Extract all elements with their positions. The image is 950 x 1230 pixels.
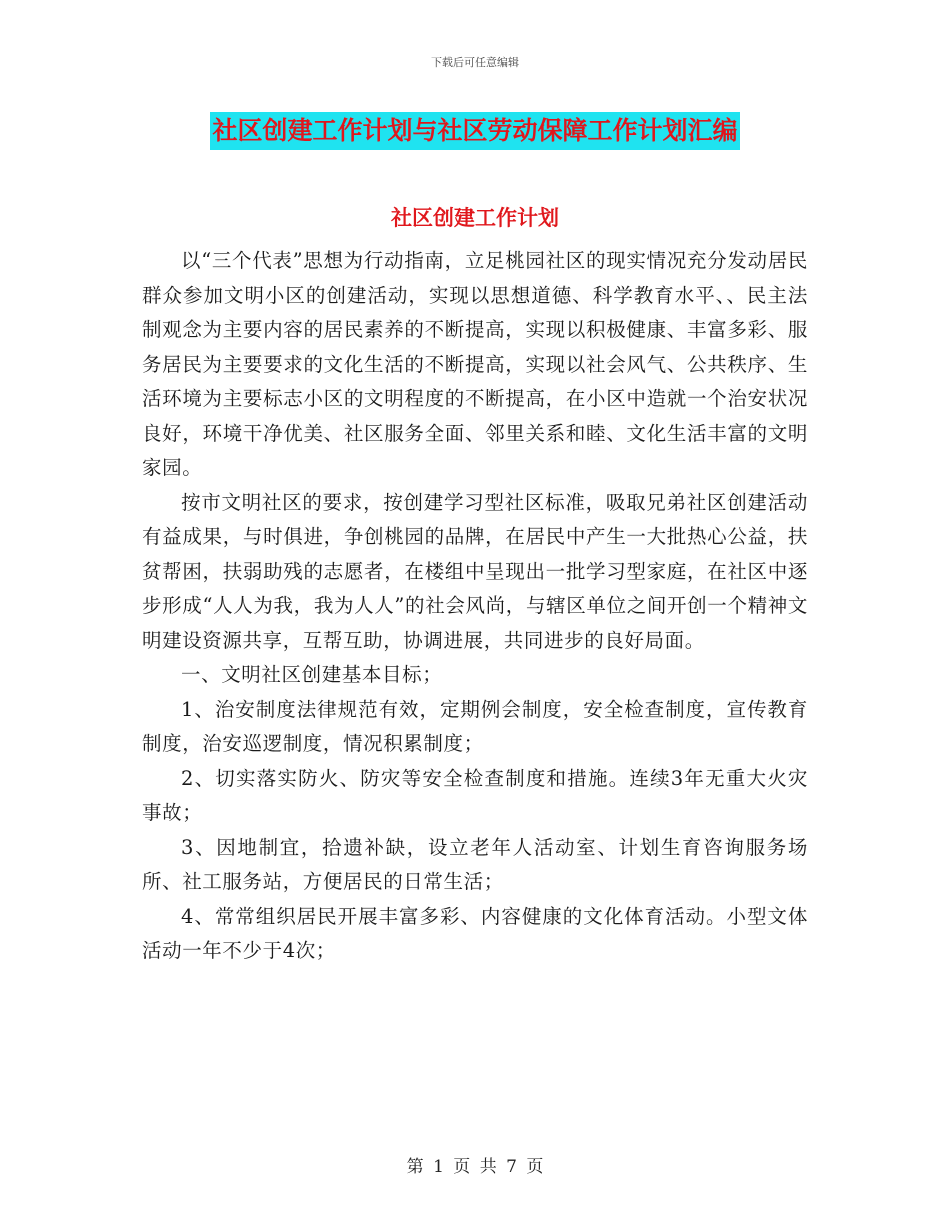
paragraph: 一、文明社区创建基本目标； (181, 663, 443, 686)
header-note: 下载后可任意编辑 (431, 56, 519, 69)
paragraph: 以“三个代表”思想为行动指南，立足桃园社区的现实情况充分发动居民群众参加文明小区的创建活动，实现以思想道德、科学教育水平、、民主法制观念为主要内容的居民素养的不断提高，实现以积极健康、丰富多彩、服务居民为主要要求的文化生活的不断提高，实现以社会风气、公共秩序、生活环境为主要标志小区的文明程度的不断提高，在小区中造就一个治安状况良好，环境干净优美、社区服务全面、邻里关系和睦、文化生活丰富的文明家园。 (142, 249, 808, 479)
document-title-wrapper (0, 112, 950, 150)
document-body (142, 244, 808, 969)
paragraph: 1、治安制度法律规范有效，定期例会制度，安全检查制度，宣传教育制度，治安巡逻制度，情况积累制度； (142, 697, 808, 755)
paragraph: 4、常常组织居民开展丰富多彩、内容健康的文化体育活动。小型文体活动一年不少于4次； (142, 904, 808, 962)
paragraph: 3、因地制宜，拾遗补缺，设立老年人活动室、计划生育咨询服务场所、社工服务站，方便居民的日常生活； (142, 835, 808, 893)
page-footer: 第 1 页 共 7 页 (406, 1157, 544, 1177)
paragraph: 按市文明社区的要求，按创建学习型社区标准，吸取兄弟社区创建活动有益成果，与时俱进，争创桃园的品牌，在居民中产生一大批热心公益，扶贫帮困，扶弱助残的志愿者，在楼组中呈现出一批学习型家庭，在社区中逐步形成“人人为我，我为人人”的社会风尚，与辖区单位之间开创一个精神文明建设资源共享，互帮互助，协调进展，共同进步的良好局面。 (142, 490, 808, 652)
section-title: 社区创建工作计划 (391, 206, 559, 230)
document-title: 社区创建工作计划与社区劳动保障工作计划汇编 (210, 112, 739, 150)
paragraph: 2、切实落实防火、防灾等安全检查制度和措施。连续3年无重大火灾事故； (142, 766, 808, 824)
